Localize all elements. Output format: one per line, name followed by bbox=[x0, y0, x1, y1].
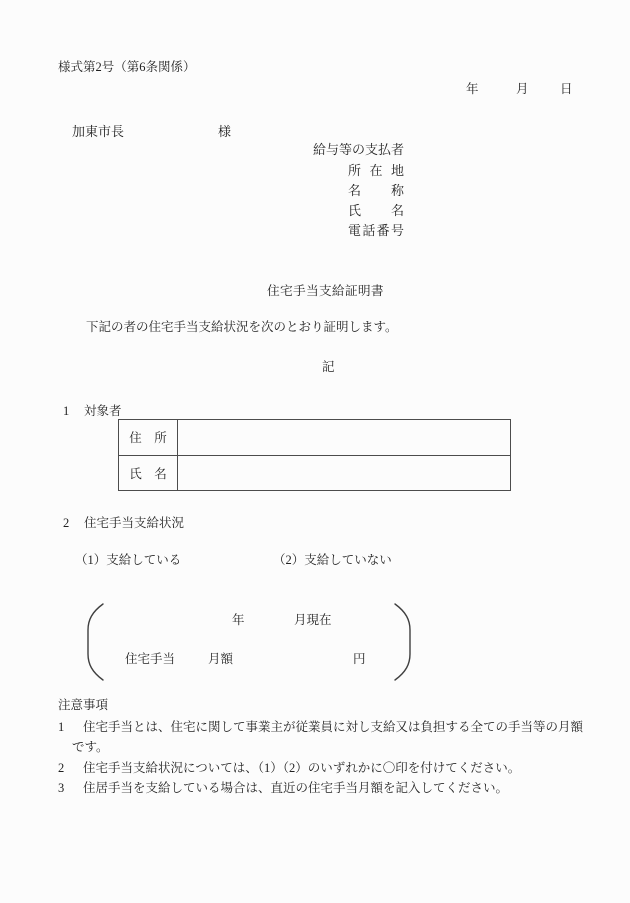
note3-number: 3 bbox=[58, 781, 65, 795]
date-year-label: 年 bbox=[466, 82, 479, 96]
payer-company-name-label: 名称 bbox=[348, 183, 404, 198]
table-row bbox=[119, 455, 510, 491]
address-row-value bbox=[178, 420, 510, 455]
note2-number: 2 bbox=[58, 761, 65, 775]
note1-text-line2: です。 bbox=[72, 740, 109, 754]
section1-number: 1 bbox=[63, 404, 70, 418]
notes-heading: 注意事項 bbox=[58, 698, 109, 712]
bracket-monthly-label: 月額 bbox=[208, 652, 234, 666]
certification-statement: 下記の者の住宅手当支給状況を次のとおり証明します。 bbox=[86, 320, 398, 334]
addressee-honorific: 様 bbox=[218, 124, 232, 139]
address-row-label: 住 所 bbox=[119, 420, 178, 455]
note1-number: 1 bbox=[58, 720, 65, 734]
subject-table bbox=[118, 419, 511, 491]
note3-text: 住居手当を支給している場合は、直近の住宅手当月額を記入してください。 bbox=[83, 781, 509, 795]
section1-heading: 対象者 bbox=[84, 404, 122, 418]
table-row bbox=[119, 420, 510, 455]
bracket-month-asof-label: 月現在 bbox=[294, 613, 332, 627]
section2-number: 2 bbox=[63, 516, 70, 530]
form-number: 様式第2号（第6条関係） bbox=[58, 60, 196, 74]
bracket-allowance-label: 住宅手当 bbox=[125, 652, 176, 666]
note1-text-line1: 住宅手当とは、住宅に関して事業主が従業員に対し支給又は負担する全ての手当等の月額 bbox=[83, 720, 584, 734]
section2-heading: 住宅手当支給状況 bbox=[84, 516, 185, 530]
payer-person-name-label: 氏名 bbox=[348, 203, 404, 218]
record-marker: 記 bbox=[322, 360, 335, 374]
payer-phone-label: 電話番号 bbox=[348, 223, 404, 238]
bracket-year-label: 年 bbox=[232, 613, 245, 627]
payer-heading: 給与等の支払者 bbox=[313, 142, 405, 157]
option-not-paying: （2）支給していない bbox=[273, 553, 392, 567]
name-row-value bbox=[178, 456, 510, 491]
addressee-name: 加東市長 bbox=[72, 124, 125, 139]
note2-text: 住宅手当支給状況については、（1）（2）のいずれかに〇印を付けてください。 bbox=[83, 761, 521, 775]
date-day-label: 日 bbox=[560, 82, 573, 96]
document-title: 住宅手当支給証明書 bbox=[267, 284, 384, 298]
date-month-label: 月 bbox=[516, 82, 529, 96]
bracket-yen-label: 円 bbox=[353, 652, 366, 666]
name-row-label: 氏 名 bbox=[119, 456, 178, 491]
option-paying: （1）支給している bbox=[75, 553, 182, 567]
right-parenthesis-glyph bbox=[391, 602, 413, 682]
payer-address-label: 所在地 bbox=[348, 163, 404, 178]
left-parenthesis-glyph bbox=[85, 602, 107, 682]
